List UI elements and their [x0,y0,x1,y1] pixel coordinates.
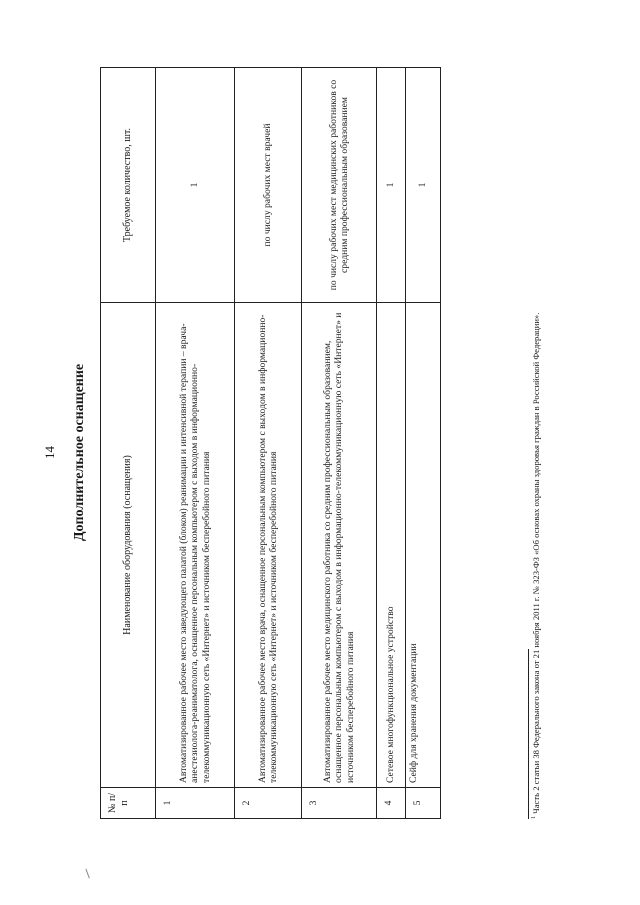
row-quantity: по числу рабочих мест медицинских работников со средним профессиональным образованием [302,68,377,303]
row-quantity: 1 [377,68,406,303]
table-row [302,68,377,819]
section-title: Дополнительное оснащение [72,363,87,542]
equipment-table [100,67,441,819]
table-row [156,68,235,819]
footnote [531,313,541,819]
table-row [377,68,406,819]
row-quantity: 1 [406,68,441,303]
table-header-row [101,68,156,819]
row-number: 1 [156,788,235,819]
header-name: Наименование оборудования (оснащения) [101,303,156,788]
row-quantity: 1 [156,68,235,303]
page-number: 14 [42,446,57,459]
row-number: 3 [302,788,377,819]
row-name: Автоматизированное рабочее место врача, оснащенное персональным компьютером с выходом в информационно-телекоммуникационную сеть «Интернет» и источником бесперебойного питания [235,303,302,788]
row-number: 5 [406,788,441,819]
header-quantity: Требуемое количество, шт. [101,68,156,303]
row-name: Сетевое многофункциональное устройство [377,303,406,788]
header-number: № п/п [101,788,156,819]
row-name: Сейф для хранения документации [406,303,441,788]
footnote-marker: 1 [531,816,538,819]
row-number: 4 [377,788,406,819]
row-name: Автоматизированное рабочее место заведующего палатой (блоком) реанимации и интенсивной терапии – врача-анестезиолога-реаниматолога, оснащенное персональным компьютером с выходом в информационно-телекоммуникационную сеть «Интернет» и источником бесперебойного питания [156,303,235,788]
row-number: 2 [235,788,302,819]
table-row [235,68,302,819]
table-row [406,68,441,819]
row-name: Автоматизированное рабочее место медицинского работника со средним профессиональным образованием, оснащенное персональным компьютером с выходом в информационно-телекоммуникационную сеть «Интернет» и источником бесперебойного питания [302,303,377,788]
row-quantity: по числу рабочих мест врачей [235,68,302,303]
footnote-text: Часть 2 статьи 38 Федерального закона от 21 ноября 2011 г. № 323-ФЗ «Об основах охраны здоровья граждан в Российской Федерации». [531,312,541,814]
footnote-divider [528,649,529,819]
